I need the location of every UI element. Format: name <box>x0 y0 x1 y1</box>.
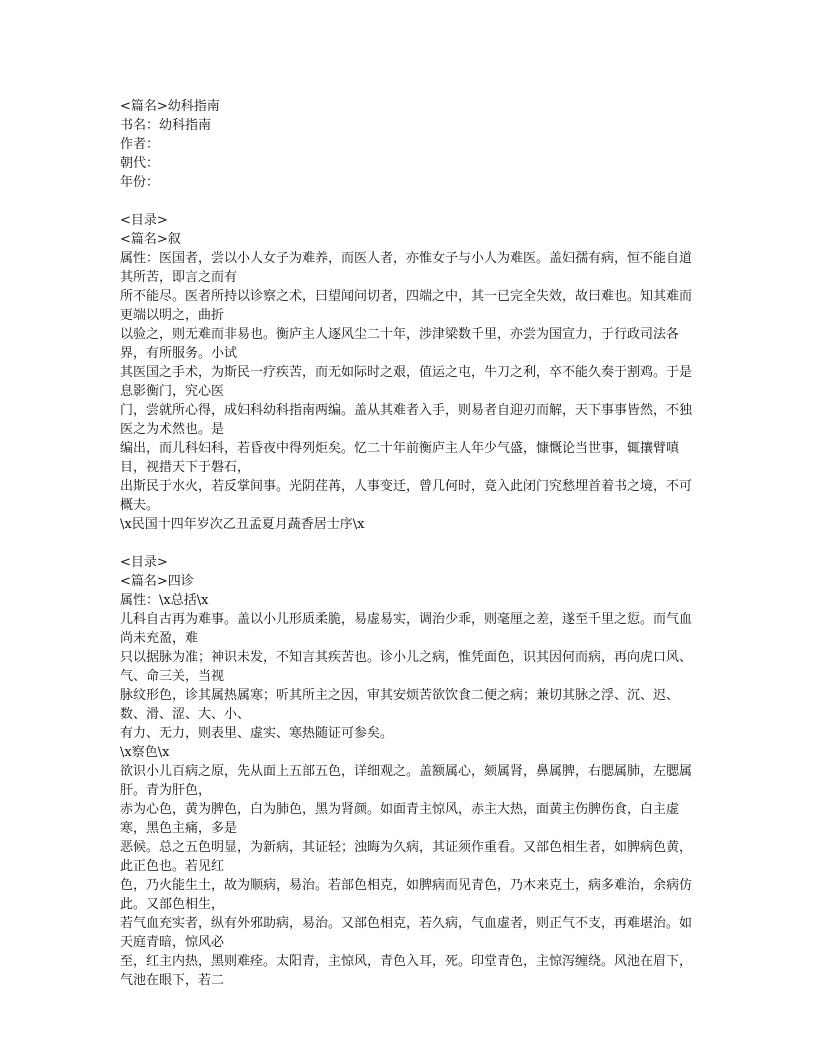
chapter-title: <篇名>幼科指南 <box>120 99 220 114</box>
paragraph: 编出，而儿科妇科，若昏夜中得列炬矣。忆二十年前衡庐主人年少气盛，慷慨论当世事，辄攘臂嗔目，视措天下于磐石， <box>120 441 680 475</box>
signature-line: \x民国十四年岁次乙丑孟夏月蔬香居士序\x <box>120 517 365 532</box>
paragraph: 赤为心色，黄为脾色，白为肺色，黑为肾颜。如面青主惊风，赤主大热，面黄主伤脾伤食，白主虚寒，黑色主痛，多是 <box>120 802 680 836</box>
attribute-line: 属性：\x总括\x <box>120 593 209 608</box>
paragraph: 以验之，则无难而非易也。衡庐主人逐风尘二十年，涉津梁数千里，亦尝为国宣力，于行政司法各界，有所服务。小试 <box>120 327 680 361</box>
spacer <box>120 534 700 553</box>
dynasty: 朝代： <box>120 156 160 171</box>
document-page <box>120 97 700 990</box>
paragraph: 有力、无力，则表里、虚实、寒热随证可参矣。 <box>120 726 394 741</box>
paragraph: 至，红主内热，黑则难痊。太阳青，主惊风，青色入耳，死。印堂青色，主惊泻缠绕。风池在眉下，气池在眼下，若二 <box>120 954 693 988</box>
paragraph: 门，尝就所心得，成妇科幼科指南两编。盖从其难者入手，则易者自迎刃而解，天下事事皆然，不独医之为术然也。是 <box>120 403 693 437</box>
subheading: \x察色\x <box>120 745 170 760</box>
section-title: <篇名>叙 <box>120 232 181 247</box>
paragraph: 其医国之手术，为斯民一疗疾苦，而无如际时之艰，值运之屯，牛刀之利，卒不能久奏于割鸡。于是息影衡门，究心医 <box>120 365 693 399</box>
paragraph: 欲识小儿百病之原，先从面上五部五色，详细观之。盖额属心，颏属肾，鼻属脾，右腮属肺，左腮属肝。青为肝色， <box>120 764 693 798</box>
paragraph: 若气血充实者，纵有外邪助病，易治。又部色相克，若久病，气血虚者，则正气不支，再难堪治。如天庭青暗，惊风必 <box>120 916 693 950</box>
paragraph: 只以据脉为准；神识未发，不知言其疾苦也。诊小儿之病，惟凭面色，识其因何而病，再向虎口风、气、命三关，当视 <box>120 650 693 684</box>
paragraph: 恶候。总之五色明显，为新病，其证轻；浊晦为久病，其证须作重看。又部色相生者，如脾病色黄，此正色也。若见红 <box>120 840 693 874</box>
paragraph: 脉纹形色，诊其属热属寒；听其所主之因，审其安烦苦欲饮食二便之病；兼切其脉之浮、沉、迟、数、滑、涩、大、小、 <box>120 688 680 722</box>
book-name: 书名：幼科指南 <box>120 118 212 133</box>
spacer <box>120 192 700 211</box>
year: 年份： <box>120 175 160 190</box>
paragraph: 色，乃火能生土，故为顺病，易治。若部色相克，如脾病而见青色，乃木来克土，病多难治，余病仿此。又部色相生， <box>120 878 693 912</box>
toc-marker: <目录> <box>120 213 168 228</box>
paragraph: 属性：医国者，尝以小人女子为难养，而医人者，亦惟女子与小人为难医。盖妇孺有病，恒不能自道其所苦，即言之而有 <box>120 251 693 285</box>
section-preface <box>120 211 700 534</box>
paragraph: 儿科自古再为难事。盖以小儿形质柔脆，易虚易实，调治少乖，则毫厘之差，遂至千里之愆。而气血尚未充盈，难 <box>120 612 693 646</box>
section-four-diagnostics <box>120 553 700 990</box>
paragraph: 所不能尽。医者所持以诊察之术，曰望闻问切者，四端之中，其一已完全失效，故曰难也。知其难而更端以明之，曲折 <box>120 289 693 323</box>
toc-marker: <目录> <box>120 555 168 570</box>
author: 作者： <box>120 137 160 152</box>
section-title: <篇名>四诊 <box>120 574 194 589</box>
paragraph: 出斯民于水火，若反掌间事。光阴荏苒，人事变迁，曾几何时，竟入此闭门究愁埋首着书之境，不可概夫。 <box>120 479 693 513</box>
